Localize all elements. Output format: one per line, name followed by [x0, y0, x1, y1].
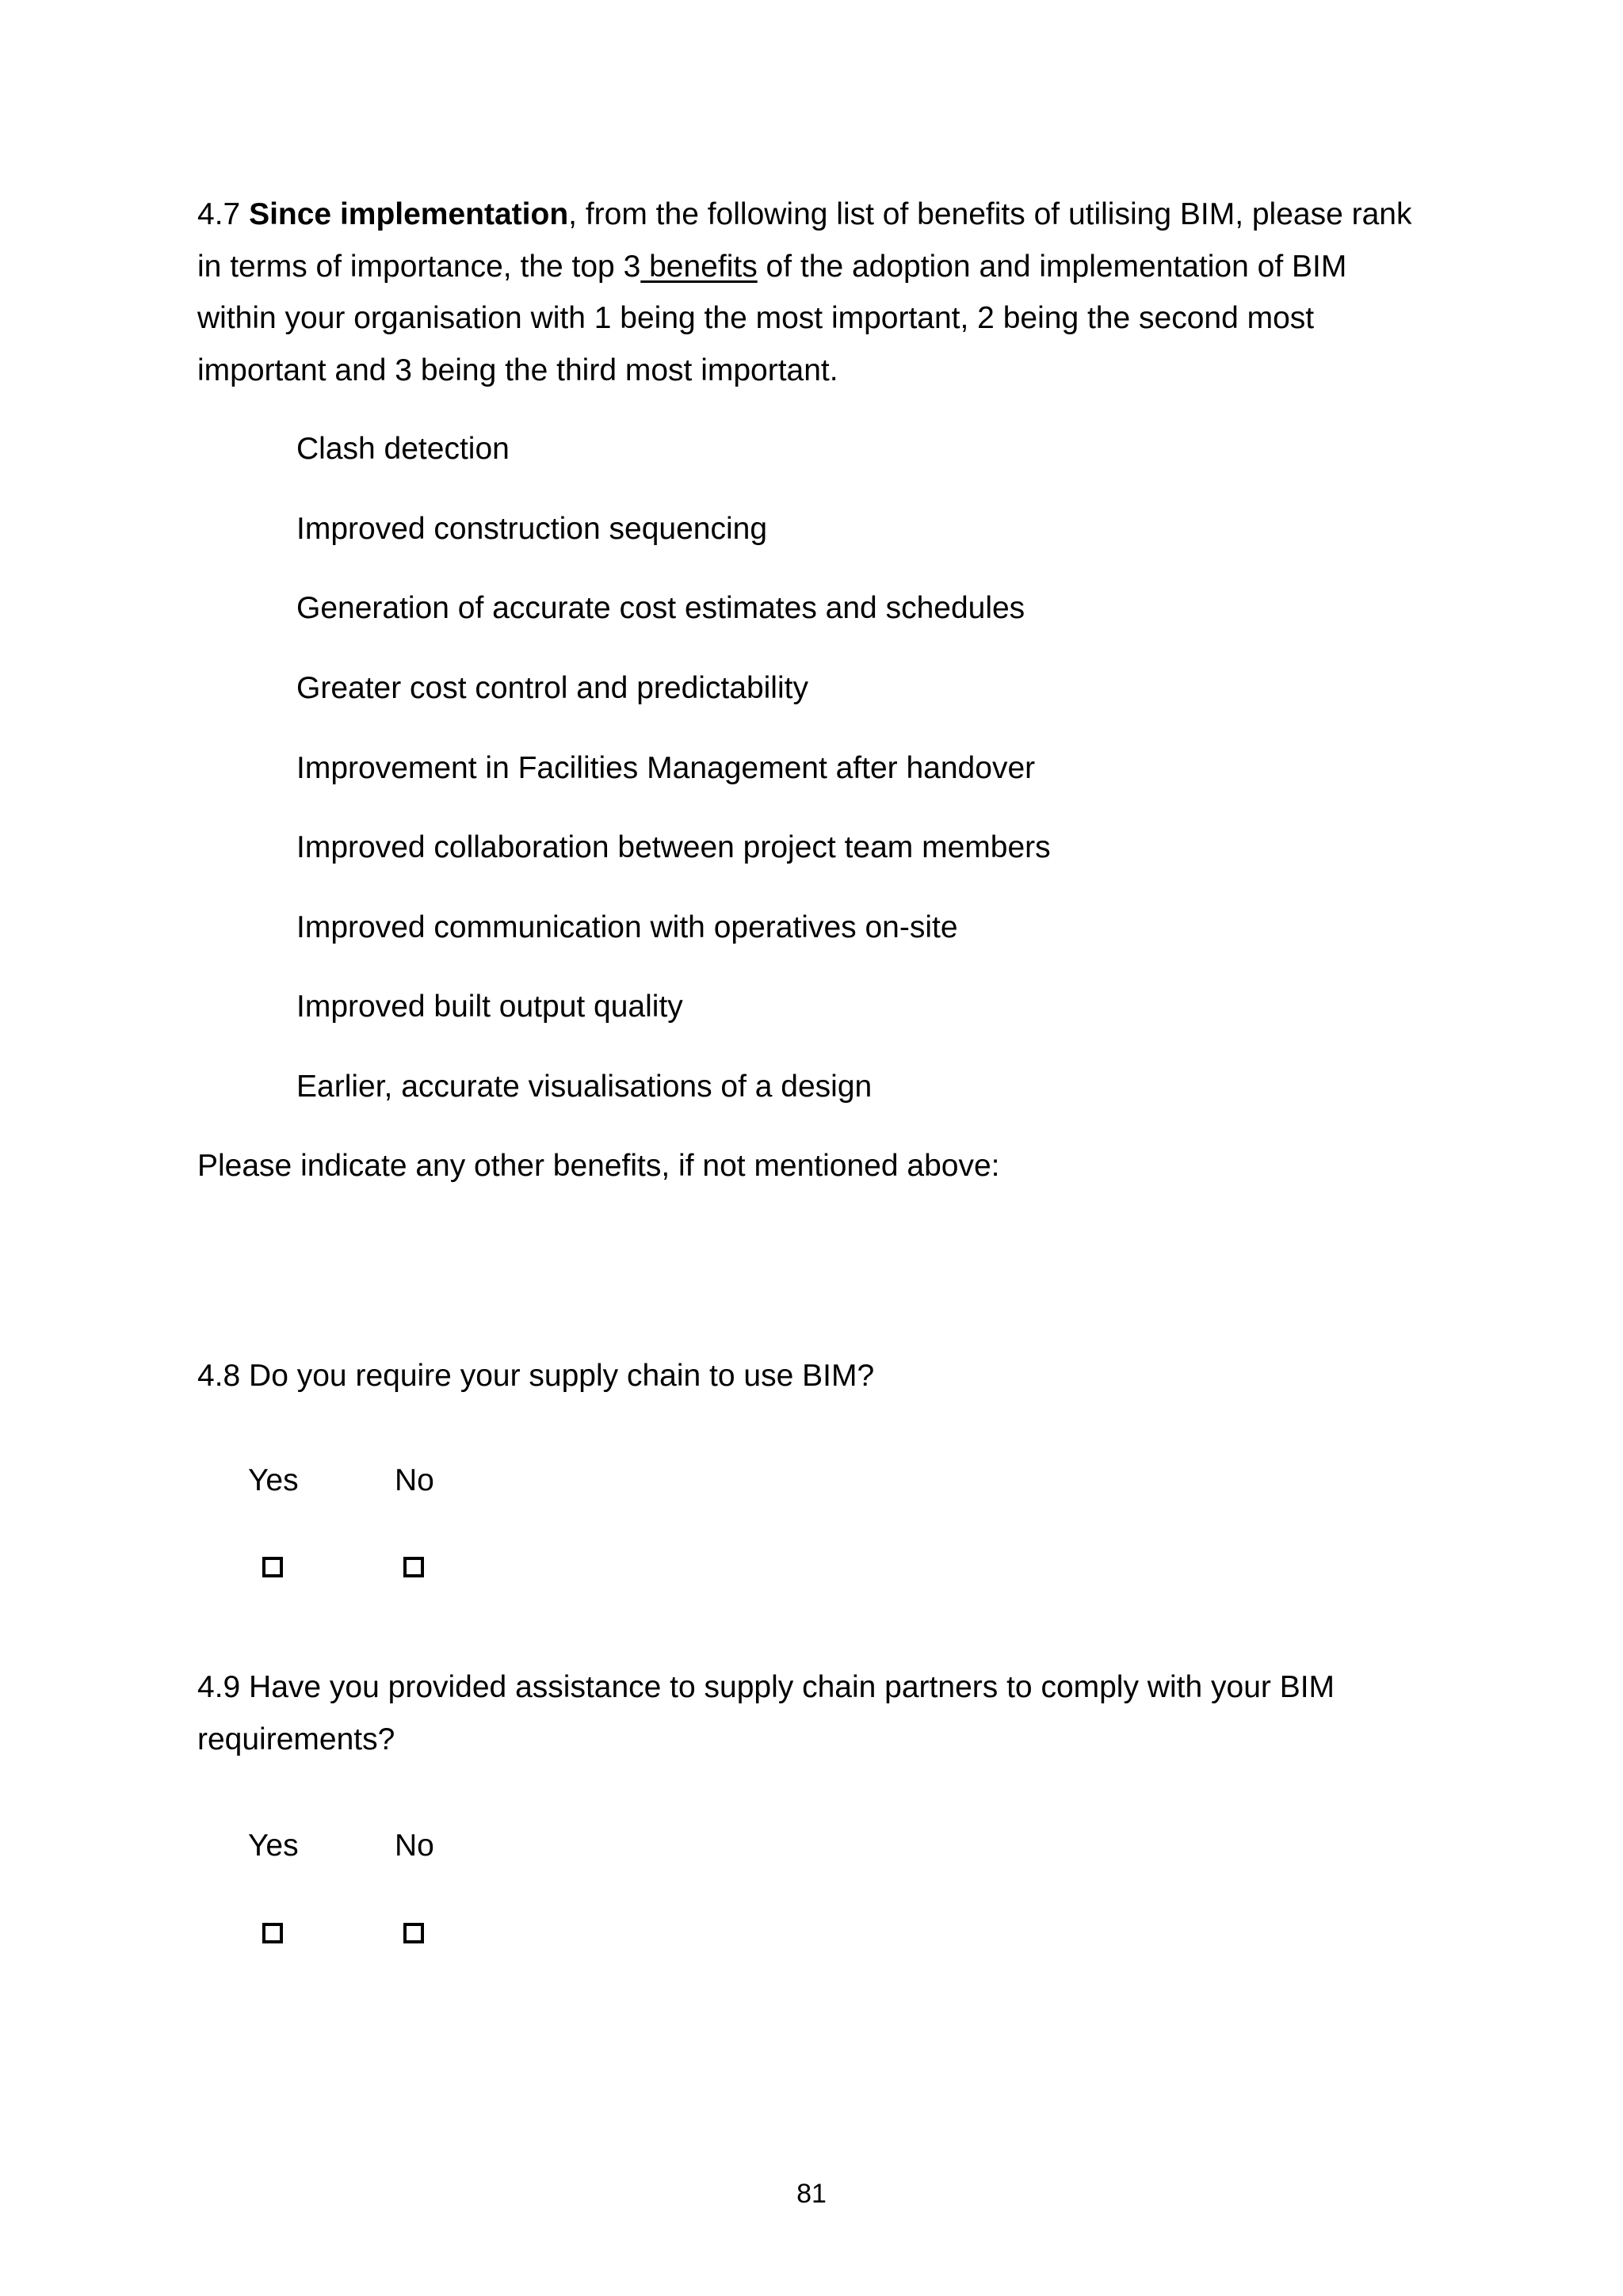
question-4-8-yes-label: Yes: [248, 1463, 299, 1497]
question-4-8: 4.8 Do you require your supply chain to use BIM?: [197, 1359, 875, 1393]
question-4-9-yes-label: Yes: [248, 1829, 299, 1863]
benefit-option-collaboration: Improved collaboration between project team members: [296, 830, 1051, 864]
benefit-option-cost-estimates: Generation of accurate cost estimates and schedules: [296, 591, 1025, 625]
question-4-9-no-label: No: [395, 1829, 434, 1863]
question-4-8-no-label: No: [395, 1463, 434, 1497]
question-4-7-underlined: benefits: [640, 249, 758, 284]
question-4-9: 4.9 Have you provided assistance to supply chain partners to comply with your BIM requirements?: [197, 1670, 1335, 1756]
benefit-option-cost-control: Greater cost control and predictability: [296, 671, 808, 705]
question-4-7-text-a: , from the following list of benefits of utilising BIM, please rank in terms of importance, the top 3: [197, 197, 1412, 284]
question-4-7: [197, 189, 1434, 396]
benefit-option-facilities-management: Improvement in Facilities Management after handover: [296, 751, 1036, 785]
benefit-option-construction-sequencing: Improved construction sequencing: [296, 512, 768, 546]
question-4-8-no-checkbox[interactable]: [403, 1557, 424, 1577]
question-4-7-text-b: of the adoption and implementation of BIM within your organisation with 1 being the most important, 2 being the second most important and 3 being the third most important.: [197, 249, 1347, 387]
page-number: 81: [796, 2179, 827, 2209]
question-4-7-emphasis: Since implementation: [249, 197, 569, 231]
benefit-option-clash-detection: Clash detection: [296, 432, 510, 466]
question-4-9-no-checkbox[interactable]: [403, 1923, 424, 1943]
benefit-option-visualisations: Earlier, accurate visualisations of a design: [296, 1070, 873, 1104]
benefit-option-communication: Improved communication with operatives on-site: [296, 910, 958, 944]
benefit-option-built-output-quality: Improved built output quality: [296, 990, 683, 1024]
question-4-7-number: 4.7: [197, 197, 250, 231]
question-4-9-yes-checkbox[interactable]: [262, 1923, 283, 1943]
other-benefits-prompt: Please indicate any other benefits, if not mentioned above:: [197, 1149, 1000, 1183]
question-4-8-yes-checkbox[interactable]: [262, 1557, 283, 1577]
